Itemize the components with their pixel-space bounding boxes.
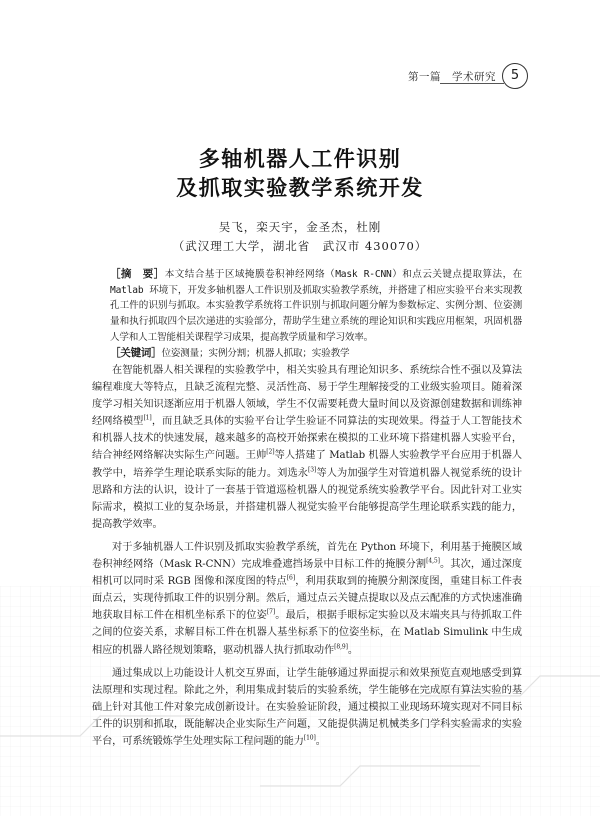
citation: [8,9]	[334, 643, 348, 651]
citation: [7]	[266, 608, 276, 616]
article-title	[0, 145, 600, 203]
keywords-label: ［关键词］	[110, 346, 162, 359]
body-text: 通过集成以上功能设计人机交互界面，让学生能够通过界面提示和效果预览直观地感受到算法原理和实现过程。除此之外，利用集成封装后的实验系统，学生能够在完成原有算法实验的基础上针对其他工件对象完成创新设计。在实验验证阶段，通过模拟工业现场环境实现对不同目标工件的识别和抓取，既能解决企业实际生产问题，又能提供满足机械类多门学科实验需求的实验平台，可系统锻炼学生处理实际工程问题的能力	[92, 667, 522, 747]
body-paragraph-1	[92, 362, 522, 533]
running-header	[0, 66, 600, 88]
author-list: 吴飞，栾天宇，金圣杰，杜刚	[218, 220, 382, 234]
citation: [6]	[286, 574, 296, 582]
citation: [10]	[303, 734, 316, 742]
citation: [1]	[143, 414, 152, 422]
body-text: ，而且缺乏具体的实验平台让学生验证不同算法的实现效果。得益于人工智能技术和机器人技术的快速发展，越来越多的高校开始探索在模拟的工业环境下搭建机器人实验平台，结合神经网络解决实际生产问题。王帅	[92, 416, 522, 462]
abstract-block	[92, 267, 522, 361]
abstract-text: 本文结合基于区域掩膜卷积神经网络（Mask R-CNN）和点云关键点提取算法，在 Matlab 环境下，开发多轴机器人工件识别及抓取实验教学系统，并搭建了相应实验平台来实现教孔工件的识别与抓取。本实验教学系统将工件识别与抓取问题分解为参数标定、实例分割、位姿测量和执行抓取四个层次递进的实验部分，帮助学生建立系统的理论知识和实践应用框架，巩固机器人学和人工智能相关课程学习成果，提高教学质量和学习效率。	[110, 269, 522, 343]
header-rule	[440, 83, 504, 84]
body-text: ，利用获取到的掩膜分割深度图，重建目标工件表面点云，实现待抓取工件的识别分割。然后，通过点云关键点提取以及点云配准的方式快速准确地获取目标工件在相机坐标系下的位姿	[92, 576, 522, 622]
title-line-1: 多轴机器人工件识别	[198, 147, 402, 171]
section-label: 第一篇 学术研究	[408, 71, 496, 83]
title-line-2: 及抓取实验教学系统开发	[176, 176, 424, 200]
author-affiliation: （武汉理工大学，湖北省 武汉市 430070）	[172, 239, 428, 253]
article-body	[92, 362, 522, 756]
page-number: 5	[502, 63, 528, 89]
body-text: 。	[315, 735, 326, 747]
body-paragraph-2	[92, 539, 522, 659]
body-text: 等人搭建了 Matlab 机器人实验教学平台应用于机器人教学中，培养学生理论联系实际的能力。刘选永	[92, 450, 522, 479]
body-text: 等人为加强学生对管道机器人视觉系统的设计思路和方法的认识，设计了一套基于管道巡检机器人的视觉系统实验教学平台。因此针对工业实际需求，模拟工业的复杂场景，并搭建机器人视觉实验平台能够提高学生理论联系实践的能力，提高教学效率。	[92, 467, 522, 530]
keywords-text: 位姿测量；实例分割；机器人抓取；实验教学	[161, 347, 350, 359]
body-text: 对于多轴机器人工件识别及抓取实验教学系统，首先在 Python 环境下，利用基于掩膜区域卷积神经网络（Mask R-CNN）完成堆叠遮挡场景中目标工件的掩膜分割	[92, 541, 522, 571]
body-paragraph-3	[92, 665, 522, 750]
citation: [2]	[266, 449, 275, 457]
citation: [4,5]	[426, 557, 440, 565]
abstract-paragraph	[92, 267, 522, 346]
body-text: 。	[347, 644, 358, 656]
body-text: 。其次，通过深度相机可以同时采 RGB 图像和深度图的特点	[92, 559, 522, 588]
keywords-line	[92, 346, 522, 362]
citation: [3]	[308, 466, 317, 474]
abstract-label: ［摘 要］	[110, 268, 165, 280]
body-text: 。最后，根据手眼标定实验以及末端夹具与待抓取工件之间的位姿关系，求解目标工件在机器人基坐标系下的位姿坐标，在 Matlab Simulink 中生成相应的机器人路径规划策略，驱动机器人执行抓取动作	[92, 610, 522, 656]
body-text: 在智能机器人相关课程的实验教学中，相关实验具有理论知识多、系统综合性不强以及算法编程难度大等特点，且缺乏流程完整、灵活性高、易于学生理解接受的工业级实验项目。随着深度学习相关知识逐渐应用于机器人领域，学生不仅需要耗费大量时间以及资源创建数据和训练神经网络模型	[92, 365, 522, 428]
